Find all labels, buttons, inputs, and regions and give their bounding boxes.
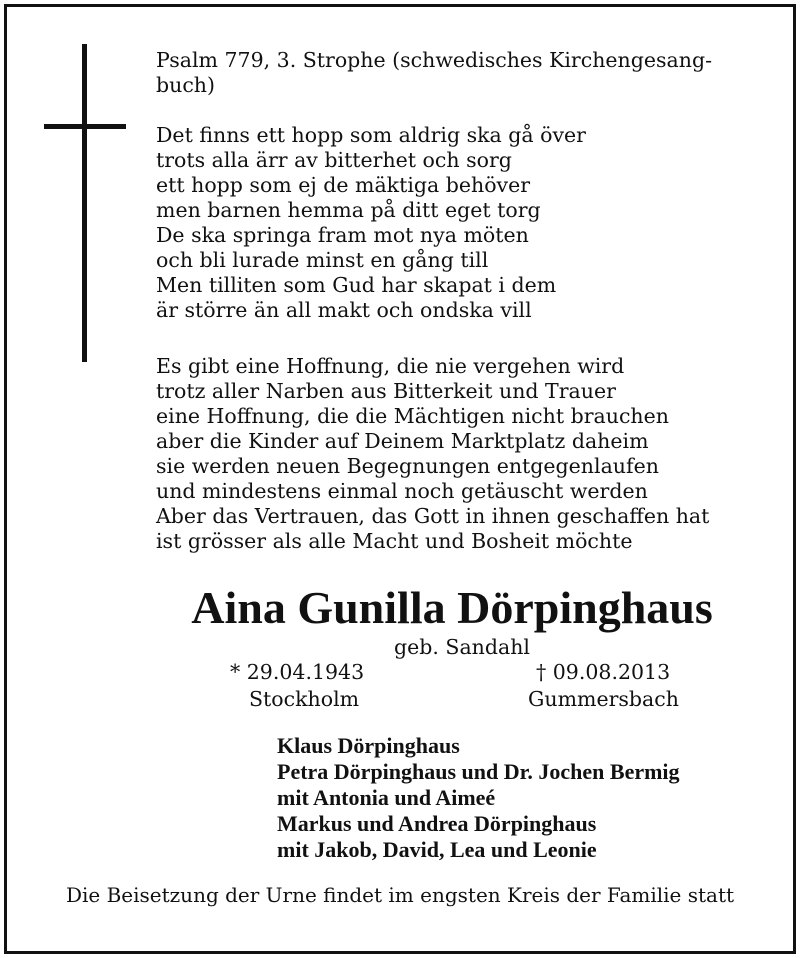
cross-icon bbox=[82, 44, 87, 362]
verse-line: ett hopp som ej de mäktiga behöver bbox=[156, 173, 531, 197]
verse-line: eine Hoffnung, die die Mächtigen nicht brauchen bbox=[156, 404, 669, 428]
closing-note: Die Beisetzung der Urne findet im engsten Kreis der Familie statt bbox=[65, 883, 735, 907]
maiden-name: geb. Sandahl bbox=[394, 635, 530, 659]
verse-line: är större än all makt och ondska vill bbox=[156, 298, 532, 322]
psalm-reference-cont: buch) bbox=[156, 73, 216, 97]
verse-line: Men tilliten som Gud har skapat i dem bbox=[156, 273, 557, 297]
verse-line: Aber das Vertrauen, das Gott in ihnen geschaffen hat bbox=[156, 504, 710, 528]
verse-line: Det finns ett hopp som aldrig ska gå över bbox=[156, 123, 586, 147]
birth-place: Stockholm bbox=[249, 687, 360, 711]
verse-line: men barnen hemma på ditt eget torg bbox=[156, 198, 541, 222]
death-date: † 09.08.2013 bbox=[536, 660, 671, 684]
death-place: Gummersbach bbox=[528, 687, 679, 711]
family-member: mit Jakob, David, Lea und Leonie bbox=[277, 837, 597, 862]
cross-icon-bar bbox=[44, 124, 126, 129]
verse-line: trots alla ärr av bitterhet och sorg bbox=[156, 148, 512, 172]
verse-line: und mindestens einmal noch getäuscht werden bbox=[156, 479, 648, 503]
birth-date: * 29.04.1943 bbox=[230, 660, 365, 684]
verse-line: ist grösser als alle Macht und Bosheit möchte bbox=[156, 529, 633, 553]
verse-line: och bli lurade minst en gång till bbox=[156, 248, 489, 272]
verse-line: De ska springa fram mot nya möten bbox=[156, 223, 529, 247]
family-member: Klaus Dörpinghaus bbox=[277, 733, 460, 758]
family-member: Markus und Andrea Dörpinghaus bbox=[277, 811, 597, 836]
verse-line: aber die Kinder auf Deinem Marktplatz daheim bbox=[156, 429, 649, 453]
family-member: mit Antonia und Aimeé bbox=[277, 785, 496, 810]
psalm-reference: Psalm 779, 3. Strophe (schwedisches Kirchengesang- bbox=[156, 48, 713, 72]
verse-line: trotz aller Narben aus Bitterkeit und Trauer bbox=[156, 379, 616, 403]
family-member: Petra Dörpinghaus und Dr. Jochen Bermig bbox=[277, 759, 680, 784]
verse-line: Es gibt eine Hoffnung, die nie vergehen wird bbox=[156, 354, 625, 378]
verse-line: sie werden neuen Begegnungen entgegenlaufen bbox=[156, 454, 659, 478]
deceased-name: Aina Gunilla Dörpinghaus bbox=[191, 582, 713, 633]
